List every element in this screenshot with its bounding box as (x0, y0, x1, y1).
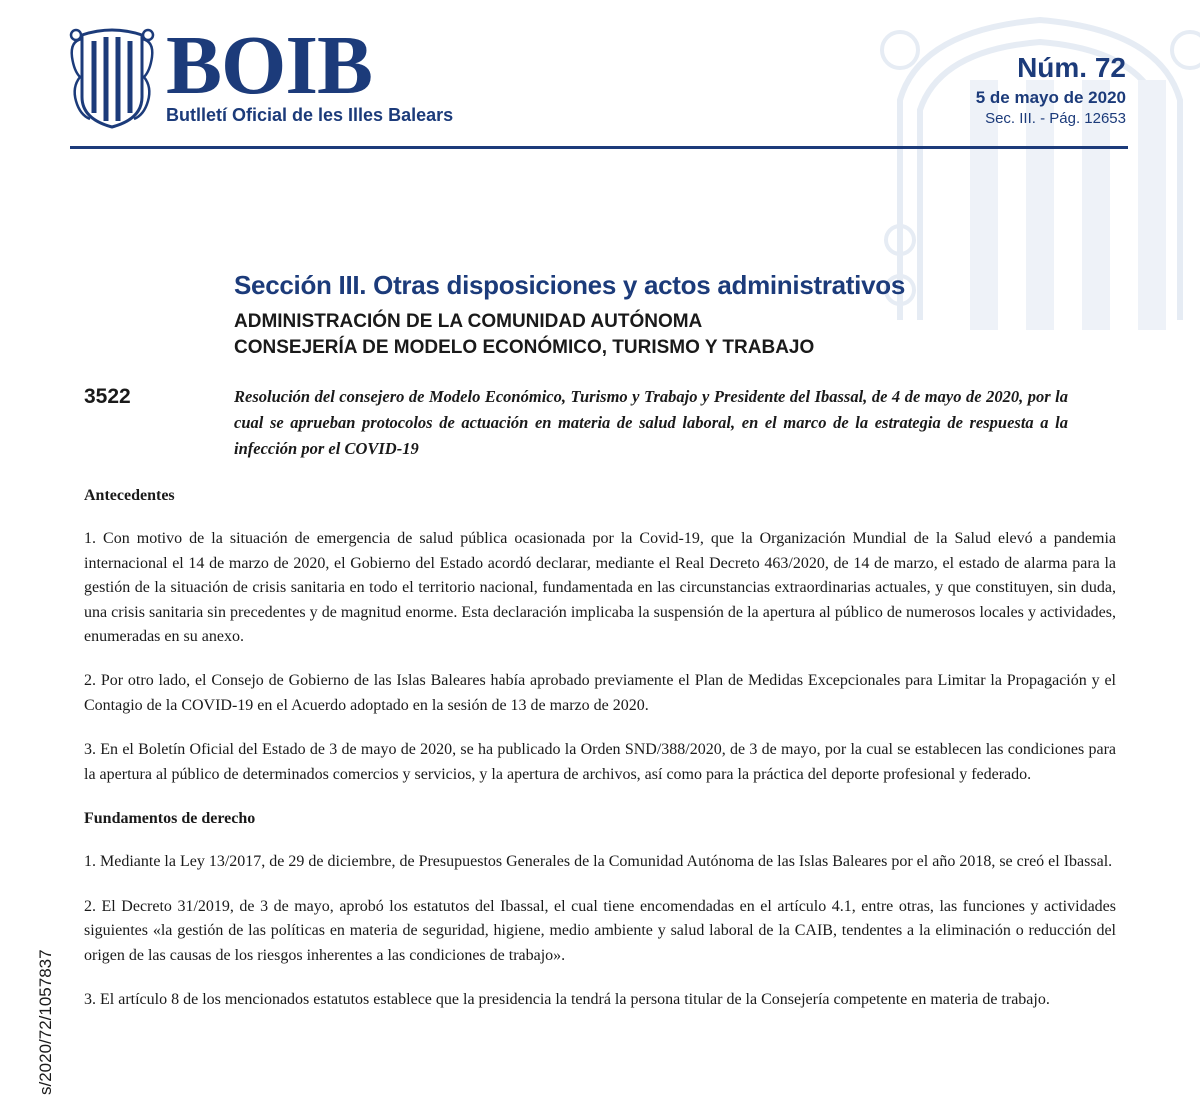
antecedentes-paragraph: 1. Con motivo de la situación de emergencia de salud pública ocasionada por la Covid-19, que la Organización Mundial de la Salud elevó a pandemia internacional el 14 de marzo de 2020, el Gobierno del Estado acordó declarar, mediante el Real Decreto 463/2020, de 14 de marzo, el estado de alarma para la gestión de la situación de crisis sanitaria en todo el territorio nacional, fundamentada en las circunstancias extraordinarias actuales, y que constituyen, sin duda, una crisis sanitaria sin precedentes y de magnitud enorme. Esta declaración implicaba la suspensión de la apertura al público de numerosos locales y actividades, enumeradas en su anexo. (84, 530, 1116, 646)
section-title: Sección III. Otras disposiciones y actos administrativos (234, 270, 905, 300)
entry-number: 3522 (84, 385, 131, 408)
fundamentos-paragraph: 2. El Decreto 31/2019, de 3 de mayo, aprobó los estatutos del Ibassal, el cual tiene encomendadas en el artículo 4.1, entre otras, las funciones y actividades siguientes «la gestión de las políticas en materia de seguridad, higiene, medio ambiente y salud laboral de la CAIB, tendentes a la eliminación o reducción del origen de las causas de los riesgos inherentes a las condiciones de trabajo». (84, 897, 1116, 964)
antecedentes-paragraph: 2. Por otro lado, el Consejo de Gobierno de las Islas Baleares había aprobado previamente el Plan de Medidas Excepcionales para Limitar la Propagación y el Contagio de la COVID-19 en el Acuerdo adoptado en la sesión de 13 de marzo de 2020. (84, 672, 1116, 714)
brand-subtitle: Butlletí Oficial de les Illes Balears (166, 105, 454, 125)
coat-of-arms-icon (68, 27, 156, 130)
header-divider (70, 146, 1128, 149)
issue-page: Sec. III. - Pág. 12653 (985, 110, 1126, 127)
fundamentos-paragraph: 1. Mediante la Ley 13/2017, de 29 de diciembre, de Presupuestos Generales de la Comunidad Autónoma de las Islas Baleares por el año 2018, se creó el Ibassal. (84, 853, 1113, 871)
antecedentes-heading: Antecedentes (84, 487, 175, 504)
document-verification-code: s/2020/72/1057837 (36, 949, 55, 1095)
antecedentes-paragraph: 3. En el Boletín Oficial del Estado de 3 de mayo de 2020, se ha publicado la Orden SND/388/2020, de 3 de mayo, por la cual se establecen las condiciones para la apertura al público de determinados comercios y servicios, y la apertura de archivos, así como para la práctica del deporte profesional y federado. (84, 741, 1116, 783)
document-body (84, 484, 1116, 1013)
resolution-title: Resolución del consejero de Modelo Económico, Turismo y Trabajo y Presidente del Ibassal, de 4 de mayo de 2020, por la cual se aprueban protocolos de actuación en materia de salud laboral, en el marco de la estrategia de respuesta a la infección por el COVID-19 (234, 387, 1068, 458)
fundamentos-paragraph: 3. El artículo 8 de los mencionados estatutos establece que la presidencia la tendrá la persona titular de la Consejería competente en materia de trabajo. (84, 991, 1050, 1009)
ministry-heading: CONSEJERÍA DE MODELO ECONÓMICO, TURISMO Y TRABAJO (234, 337, 815, 358)
administration-heading: ADMINISTRACIÓN DE LA COMUNIDAD AUTÓNOMA (234, 311, 703, 332)
issue-date: 5 de mayo de 2020 (975, 88, 1126, 107)
brand-title: BOIB (166, 19, 373, 112)
issue-number: Núm. 72 (1017, 52, 1126, 83)
fundamentos-heading: Fundamentos de derecho (84, 810, 256, 828)
